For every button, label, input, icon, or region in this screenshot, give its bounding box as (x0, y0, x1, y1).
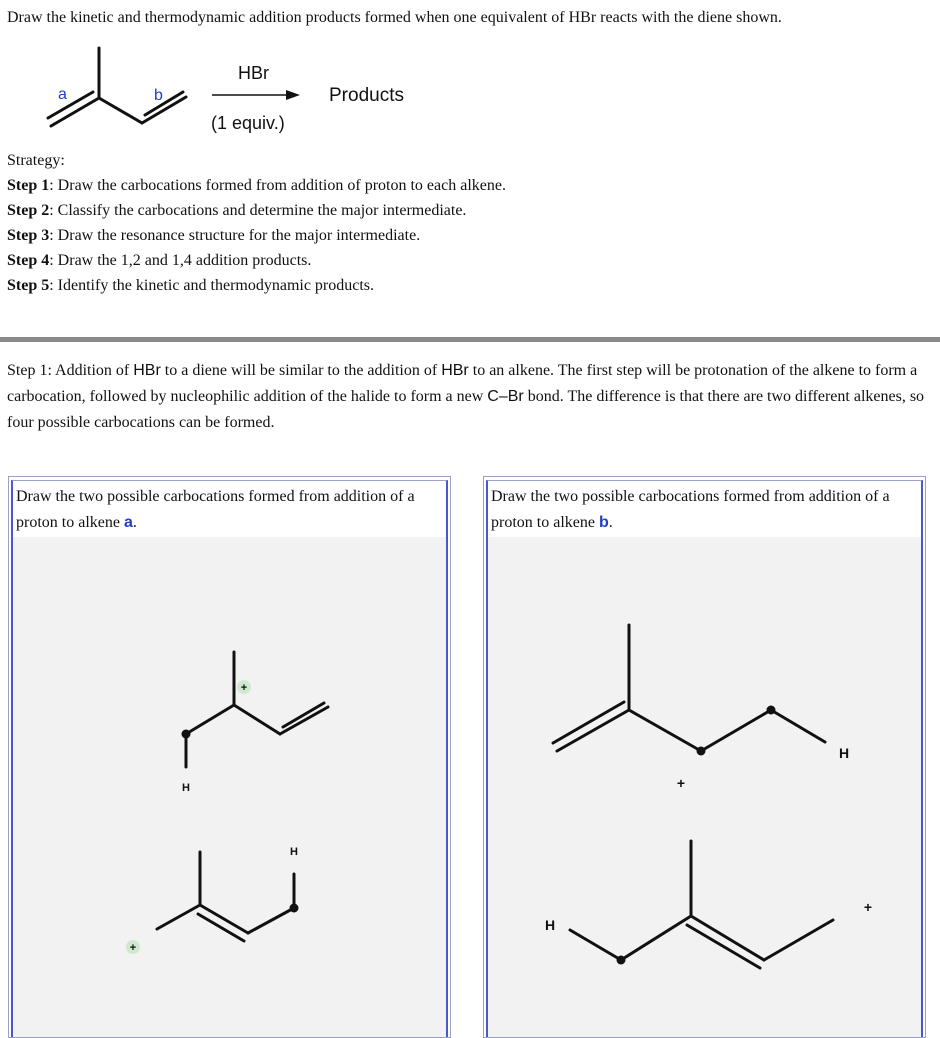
positive-charge: + (240, 682, 248, 694)
alkene-label-a: a (58, 86, 67, 103)
step-label: Step 1 (7, 177, 50, 194)
alkene-label-b: b (154, 87, 163, 104)
step1-explanation: Step 1: Addition of HBr to a diene will be similar to the addition of HBr to an alkene. The first step will be protonation of the alkene to form a carbocation, followed by nucleophilic addition of the halide to form a new C–Br bond. The difference is that there are two different alkenes, so four possible carbocations can be formed. (7, 362, 925, 431)
drawing-canvas-b[interactable] (488, 537, 921, 1037)
step-label: Step 2 (7, 202, 50, 219)
formula-hbr: HBr (133, 362, 161, 379)
positive-charge: + (129, 942, 137, 954)
panel-a-prompt: Draw the two possible carbocations formed from addition of a proton to alkene a. (13, 481, 446, 542)
hydrogen-label: H (182, 782, 190, 794)
carbocation-drawings-b (488, 537, 923, 1037)
strategy-step: Step 4: Draw the 1,2 and 1,4 addition products. (7, 252, 312, 269)
strategy-step: Step 5: Identify the kinetic and thermodynamic products. (7, 277, 375, 294)
reagent-label: HBr (238, 63, 269, 83)
step-label: Step 3 (7, 227, 50, 244)
section-divider (0, 337, 940, 342)
formula-hbr: HBr (441, 362, 469, 379)
reaction-scheme (0, 40, 460, 150)
condition-label: (1 equiv.) (211, 113, 285, 133)
positive-charge: + (676, 775, 686, 791)
positive-charge: + (863, 899, 873, 915)
strategy-step: Step 2: Classify the carbocations and determine the major intermediate. (7, 202, 467, 219)
strategy-section (7, 148, 506, 298)
hydrogen-label: H (838, 745, 850, 761)
arrow-head (286, 90, 300, 100)
strategy-heading: Strategy: (7, 152, 65, 169)
panel-alkene-b (483, 476, 926, 1038)
alkene-a-ref: a (123, 514, 133, 531)
panel-b-prompt: Draw the two possible carbocations formed from addition of a proton to alkene b. (488, 481, 921, 542)
products-label: Products (329, 85, 404, 106)
strategy-step: Step 1: Draw the carbocations formed from addition of proton to each alkene. (7, 177, 506, 194)
diene-structure (48, 48, 186, 126)
hydrogen-label: H (290, 846, 298, 858)
alkene-b-ref: b (598, 514, 609, 531)
step-label: Step 5 (7, 277, 50, 294)
step-label: Step 4 (7, 252, 50, 269)
carbocation-drawings-a (13, 537, 448, 1037)
hydrogen-label: H (544, 917, 556, 933)
formula-cbr: C–Br (487, 388, 524, 405)
strategy-step: Step 3: Draw the resonance structure for the major intermediate. (7, 227, 421, 244)
drawing-canvas-a[interactable] (13, 537, 446, 1037)
panel-alkene-a (8, 476, 451, 1038)
question-text: Draw the kinetic and thermodynamic addition products formed when one equivalent of HBr reacts with the diene shown. (7, 9, 782, 26)
